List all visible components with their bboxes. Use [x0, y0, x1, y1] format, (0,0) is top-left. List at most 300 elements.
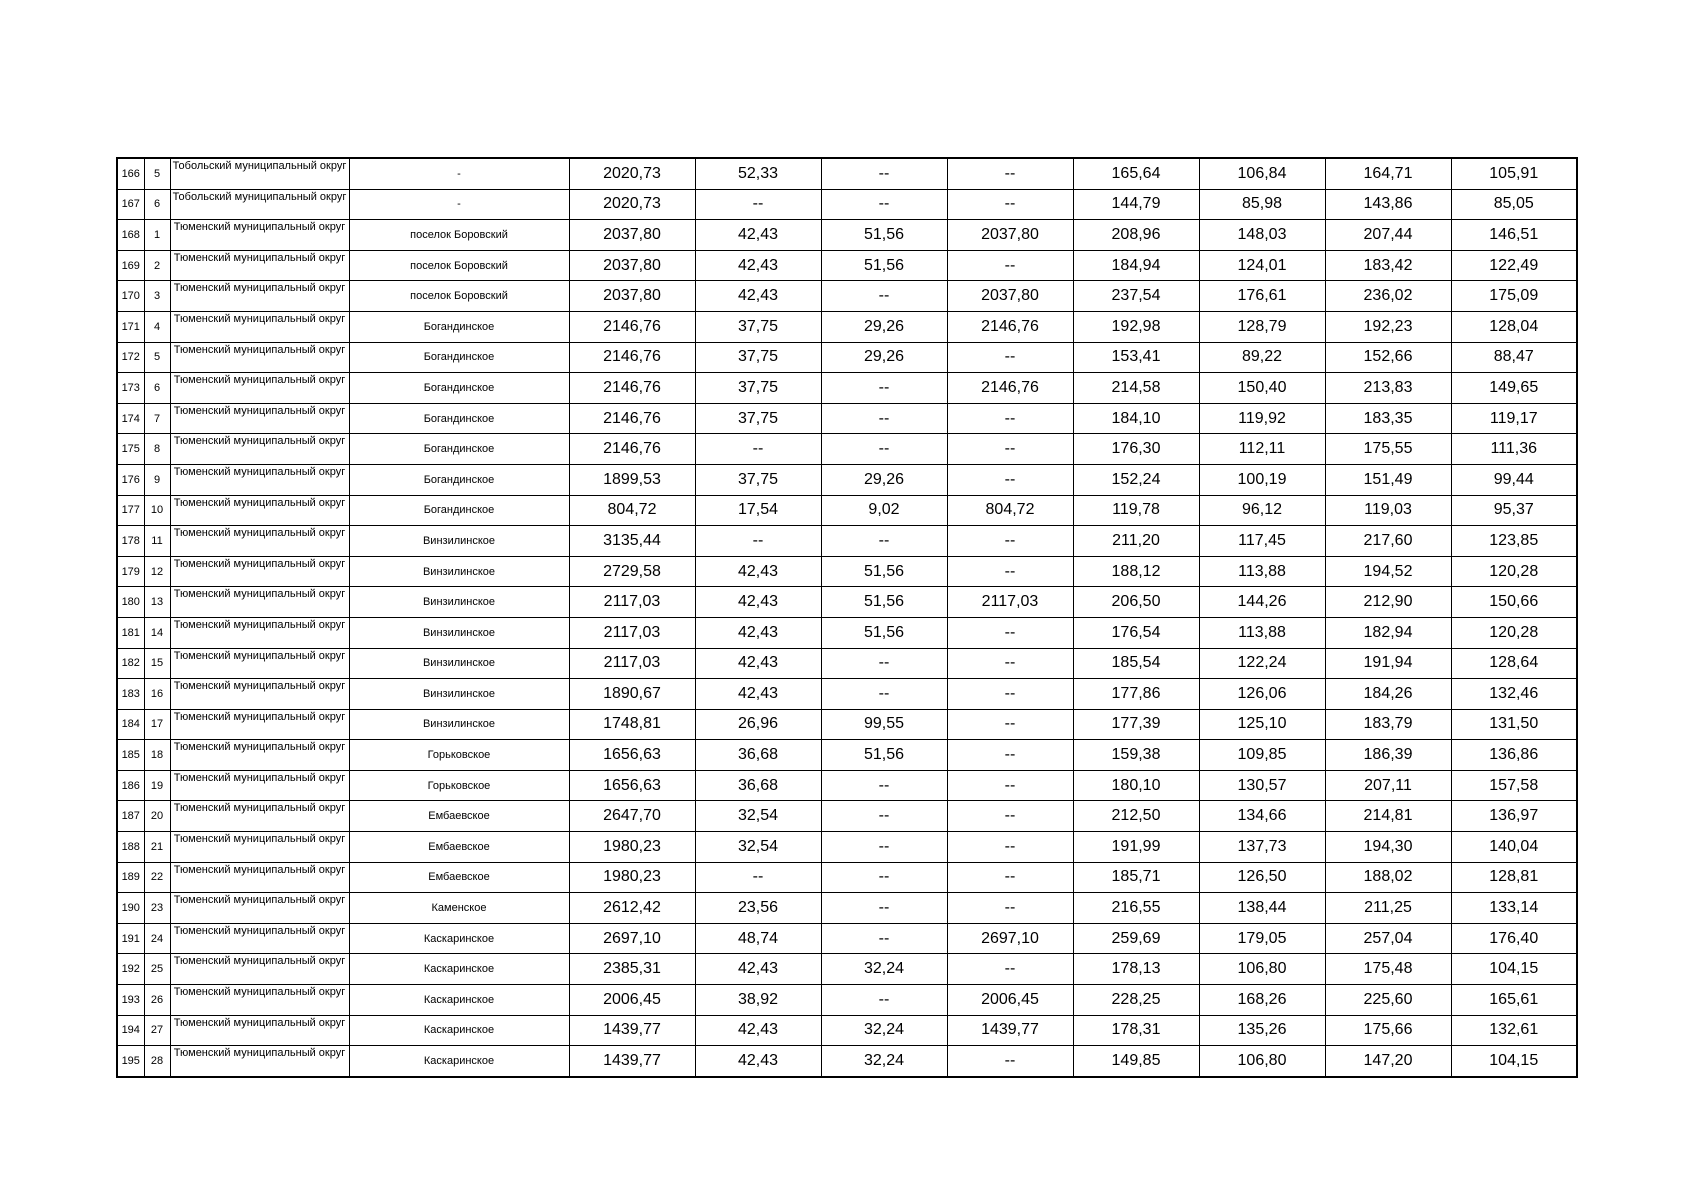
value-cell: 119,78: [1073, 495, 1199, 526]
value-cell: 180,10: [1073, 770, 1199, 801]
settlement-cell: Каменское: [349, 893, 569, 924]
settlement-cell: Каскаринское: [349, 954, 569, 985]
value-cell: 1439,77: [569, 1046, 695, 1077]
value-cell: --: [821, 648, 947, 679]
value-cell: 42,43: [695, 1046, 821, 1077]
table-row: [117, 1015, 1577, 1046]
value-cell: --: [947, 648, 1073, 679]
municipality-cell: Тюменский муниципальный округ: [170, 434, 349, 465]
settlement-cell: Богандинское: [349, 464, 569, 495]
sub-number: 9: [144, 464, 170, 495]
value-cell: 175,55: [1325, 434, 1451, 465]
value-cell: 135,26: [1199, 1015, 1325, 1046]
value-cell: 2006,45: [947, 985, 1073, 1016]
value-cell: 52,33: [695, 158, 821, 189]
value-cell: --: [947, 862, 1073, 893]
value-cell: 42,43: [695, 281, 821, 312]
value-cell: 192,98: [1073, 311, 1199, 342]
value-cell: 42,43: [695, 617, 821, 648]
table-body: [117, 158, 1577, 1077]
value-cell: 168,26: [1199, 985, 1325, 1016]
value-cell: 88,47: [1451, 342, 1577, 373]
table-row: [117, 954, 1577, 985]
value-cell: --: [821, 893, 947, 924]
row-number: 183: [117, 679, 144, 710]
value-cell: 128,81: [1451, 862, 1577, 893]
value-cell: 100,19: [1199, 464, 1325, 495]
value-cell: 186,39: [1325, 740, 1451, 771]
value-cell: 128,64: [1451, 648, 1577, 679]
value-cell: 150,40: [1199, 373, 1325, 404]
municipality-cell: Тюменский муниципальный округ: [170, 985, 349, 1016]
value-cell: 184,26: [1325, 679, 1451, 710]
value-cell: 192,23: [1325, 311, 1451, 342]
value-cell: --: [821, 158, 947, 189]
value-cell: 2697,10: [569, 923, 695, 954]
sub-number: 22: [144, 862, 170, 893]
value-cell: 1980,23: [569, 832, 695, 863]
row-number: 190: [117, 893, 144, 924]
value-cell: --: [947, 464, 1073, 495]
value-cell: 42,43: [695, 954, 821, 985]
value-cell: 1439,77: [947, 1015, 1073, 1046]
value-cell: 111,36: [1451, 434, 1577, 465]
settlement-cell: Винзилинское: [349, 587, 569, 618]
value-cell: 2146,76: [569, 311, 695, 342]
value-cell: 2697,10: [947, 923, 1073, 954]
value-cell: 29,26: [821, 464, 947, 495]
table-row: [117, 373, 1577, 404]
value-cell: 133,14: [1451, 893, 1577, 924]
municipality-cell: Тюменский муниципальный округ: [170, 679, 349, 710]
sub-number: 8: [144, 434, 170, 465]
settlement-cell: Винзилинское: [349, 526, 569, 557]
row-number: 170: [117, 281, 144, 312]
value-cell: 137,73: [1199, 832, 1325, 863]
value-cell: 184,10: [1073, 403, 1199, 434]
value-cell: --: [821, 373, 947, 404]
municipality-cell: Тюменский муниципальный округ: [170, 281, 349, 312]
value-cell: --: [821, 434, 947, 465]
value-cell: 143,86: [1325, 189, 1451, 220]
municipality-cell: Тюменский муниципальный округ: [170, 526, 349, 557]
value-cell: 165,64: [1073, 158, 1199, 189]
municipality-cell: Тюменский муниципальный округ: [170, 832, 349, 863]
value-cell: --: [947, 526, 1073, 557]
value-cell: 42,43: [695, 220, 821, 251]
value-cell: 105,91: [1451, 158, 1577, 189]
value-cell: --: [695, 434, 821, 465]
value-cell: 51,56: [821, 250, 947, 281]
municipality-cell: Тюменский муниципальный округ: [170, 342, 349, 373]
value-cell: --: [947, 1046, 1073, 1077]
value-cell: 257,04: [1325, 923, 1451, 954]
sub-number: 26: [144, 985, 170, 1016]
settlement-cell: Богандинское: [349, 311, 569, 342]
value-cell: 214,58: [1073, 373, 1199, 404]
value-cell: --: [947, 770, 1073, 801]
settlement-cell: Каскаринское: [349, 1046, 569, 1077]
value-cell: 32,24: [821, 954, 947, 985]
settlement-cell: -: [349, 189, 569, 220]
settlement-cell: Богандинское: [349, 373, 569, 404]
value-cell: 126,06: [1199, 679, 1325, 710]
value-cell: 191,99: [1073, 832, 1199, 863]
value-cell: --: [947, 679, 1073, 710]
value-cell: 176,54: [1073, 617, 1199, 648]
municipality-cell: Тюменский муниципальный округ: [170, 770, 349, 801]
value-cell: --: [695, 862, 821, 893]
value-cell: 2020,73: [569, 158, 695, 189]
value-cell: 177,39: [1073, 709, 1199, 740]
value-cell: --: [947, 434, 1073, 465]
value-cell: 109,85: [1199, 740, 1325, 771]
value-cell: 152,66: [1325, 342, 1451, 373]
municipality-cell: Тюменский муниципальный округ: [170, 648, 349, 679]
row-number: 189: [117, 862, 144, 893]
value-cell: 150,66: [1451, 587, 1577, 618]
value-cell: 2146,76: [569, 403, 695, 434]
table-row: [117, 250, 1577, 281]
value-cell: 106,80: [1199, 1046, 1325, 1077]
value-cell: 178,31: [1073, 1015, 1199, 1046]
value-cell: 144,26: [1199, 587, 1325, 618]
value-cell: 183,79: [1325, 709, 1451, 740]
value-cell: 152,24: [1073, 464, 1199, 495]
municipality-cell: Тюменский муниципальный округ: [170, 954, 349, 985]
value-cell: 120,28: [1451, 556, 1577, 587]
value-cell: 207,44: [1325, 220, 1451, 251]
value-cell: 211,20: [1073, 526, 1199, 557]
row-number: 176: [117, 464, 144, 495]
row-number: 173: [117, 373, 144, 404]
value-cell: 1748,81: [569, 709, 695, 740]
value-cell: 1980,23: [569, 862, 695, 893]
settlement-cell: Каскаринское: [349, 923, 569, 954]
row-number: 167: [117, 189, 144, 220]
value-cell: 144,79: [1073, 189, 1199, 220]
value-cell: 85,98: [1199, 189, 1325, 220]
value-cell: 188,02: [1325, 862, 1451, 893]
value-cell: 2146,76: [947, 311, 1073, 342]
row-number: 177: [117, 495, 144, 526]
row-number: 169: [117, 250, 144, 281]
sub-number: 27: [144, 1015, 170, 1046]
sub-number: 24: [144, 923, 170, 954]
sub-number: 1: [144, 220, 170, 251]
value-cell: 2729,58: [569, 556, 695, 587]
sub-number: 2: [144, 250, 170, 281]
value-cell: 185,54: [1073, 648, 1199, 679]
row-number: 168: [117, 220, 144, 251]
table-row: [117, 862, 1577, 893]
value-cell: 206,50: [1073, 587, 1199, 618]
settlement-cell: Горьковское: [349, 740, 569, 771]
value-cell: 237,54: [1073, 281, 1199, 312]
sub-number: 16: [144, 679, 170, 710]
municipality-cell: Тюменский муниципальный округ: [170, 403, 349, 434]
value-cell: 2020,73: [569, 189, 695, 220]
municipality-cell: Тобольский муниципальный округ: [170, 158, 349, 189]
table-row: [117, 648, 1577, 679]
value-cell: 185,71: [1073, 862, 1199, 893]
value-cell: 123,85: [1451, 526, 1577, 557]
value-cell: 183,35: [1325, 403, 1451, 434]
row-number: 185: [117, 740, 144, 771]
row-number: 187: [117, 801, 144, 832]
value-cell: 120,28: [1451, 617, 1577, 648]
value-cell: 2117,03: [569, 587, 695, 618]
value-cell: 32,24: [821, 1015, 947, 1046]
settlement-cell: Богандинское: [349, 342, 569, 373]
value-cell: 176,30: [1073, 434, 1199, 465]
value-cell: 236,02: [1325, 281, 1451, 312]
value-cell: 106,80: [1199, 954, 1325, 985]
settlement-cell: Винзилинское: [349, 648, 569, 679]
value-cell: --: [821, 189, 947, 220]
row-number: 172: [117, 342, 144, 373]
table-row: [117, 587, 1577, 618]
settlement-cell: Горьковское: [349, 770, 569, 801]
value-cell: --: [947, 801, 1073, 832]
value-cell: 153,41: [1073, 342, 1199, 373]
municipality-cell: Тюменский муниципальный округ: [170, 556, 349, 587]
value-cell: 119,92: [1199, 403, 1325, 434]
municipality-cell: Тобольский муниципальный округ: [170, 189, 349, 220]
value-cell: --: [947, 403, 1073, 434]
sub-number: 5: [144, 342, 170, 373]
settlement-cell: поселок Боровский: [349, 250, 569, 281]
value-cell: --: [695, 526, 821, 557]
value-cell: --: [947, 617, 1073, 648]
value-cell: 804,72: [947, 495, 1073, 526]
value-cell: 208,96: [1073, 220, 1199, 251]
row-number: 195: [117, 1046, 144, 1077]
value-cell: 149,65: [1451, 373, 1577, 404]
value-cell: 2037,80: [569, 220, 695, 251]
settlement-cell: Богандинское: [349, 403, 569, 434]
municipality-cell: Тюменский муниципальный округ: [170, 1046, 349, 1077]
value-cell: 148,03: [1199, 220, 1325, 251]
value-cell: 179,05: [1199, 923, 1325, 954]
value-cell: 136,97: [1451, 801, 1577, 832]
value-cell: 38,92: [695, 985, 821, 1016]
value-cell: 804,72: [569, 495, 695, 526]
table-row: [117, 526, 1577, 557]
row-number: 194: [117, 1015, 144, 1046]
sub-number: 6: [144, 373, 170, 404]
table-row: [117, 311, 1577, 342]
sub-number: 3: [144, 281, 170, 312]
value-cell: 159,38: [1073, 740, 1199, 771]
value-cell: --: [947, 832, 1073, 863]
value-cell: 176,61: [1199, 281, 1325, 312]
municipality-cell: Тюменский муниципальный округ: [170, 373, 349, 404]
settlement-cell: -: [349, 158, 569, 189]
value-cell: 23,56: [695, 893, 821, 924]
value-cell: 2117,03: [569, 648, 695, 679]
row-number: 186: [117, 770, 144, 801]
value-cell: 259,69: [1073, 923, 1199, 954]
table-row: [117, 220, 1577, 251]
value-cell: 175,48: [1325, 954, 1451, 985]
table-row: [117, 281, 1577, 312]
value-cell: 140,04: [1451, 832, 1577, 863]
value-cell: 175,66: [1325, 1015, 1451, 1046]
value-cell: 2647,70: [569, 801, 695, 832]
value-cell: 2037,80: [569, 281, 695, 312]
value-cell: 99,55: [821, 709, 947, 740]
tariff-table: [116, 157, 1578, 1078]
value-cell: 85,05: [1451, 189, 1577, 220]
sub-number: 14: [144, 617, 170, 648]
value-cell: 2037,80: [947, 220, 1073, 251]
value-cell: 51,56: [821, 556, 947, 587]
value-cell: 42,43: [695, 587, 821, 618]
value-cell: 48,74: [695, 923, 821, 954]
municipality-cell: Тюменский муниципальный округ: [170, 617, 349, 648]
value-cell: 132,61: [1451, 1015, 1577, 1046]
value-cell: 2006,45: [569, 985, 695, 1016]
settlement-cell: Богандинское: [349, 434, 569, 465]
value-cell: 1899,53: [569, 464, 695, 495]
value-cell: 37,75: [695, 311, 821, 342]
value-cell: --: [695, 189, 821, 220]
table-row: [117, 740, 1577, 771]
municipality-cell: Тюменский муниципальный округ: [170, 862, 349, 893]
value-cell: 138,44: [1199, 893, 1325, 924]
row-number: 192: [117, 954, 144, 985]
row-number: 178: [117, 526, 144, 557]
sub-number: 23: [144, 893, 170, 924]
value-cell: 2146,76: [569, 342, 695, 373]
value-cell: 1439,77: [569, 1015, 695, 1046]
value-cell: 42,43: [695, 679, 821, 710]
value-cell: 188,12: [1073, 556, 1199, 587]
value-cell: 119,17: [1451, 403, 1577, 434]
value-cell: 134,66: [1199, 801, 1325, 832]
value-cell: 216,55: [1073, 893, 1199, 924]
value-cell: 175,09: [1451, 281, 1577, 312]
table-row: [117, 985, 1577, 1016]
value-cell: --: [947, 189, 1073, 220]
value-cell: 2385,31: [569, 954, 695, 985]
value-cell: 37,75: [695, 342, 821, 373]
value-cell: 128,04: [1451, 311, 1577, 342]
value-cell: --: [821, 801, 947, 832]
value-cell: 36,68: [695, 740, 821, 771]
row-number: 175: [117, 434, 144, 465]
value-cell: 36,68: [695, 770, 821, 801]
value-cell: --: [947, 954, 1073, 985]
row-number: 171: [117, 311, 144, 342]
table-row: [117, 556, 1577, 587]
settlement-cell: Каскаринское: [349, 1015, 569, 1046]
table-row: [117, 832, 1577, 863]
settlement-cell: поселок Боровский: [349, 281, 569, 312]
value-cell: 157,58: [1451, 770, 1577, 801]
sub-number: 6: [144, 189, 170, 220]
value-cell: --: [947, 250, 1073, 281]
value-cell: 132,46: [1451, 679, 1577, 710]
row-number: 174: [117, 403, 144, 434]
table-row: [117, 342, 1577, 373]
table-row: [117, 434, 1577, 465]
table-row: [117, 158, 1577, 189]
value-cell: 1890,67: [569, 679, 695, 710]
settlement-cell: Каскаринское: [349, 985, 569, 1016]
value-cell: 191,94: [1325, 648, 1451, 679]
value-cell: 126,50: [1199, 862, 1325, 893]
value-cell: --: [947, 709, 1073, 740]
value-cell: 183,42: [1325, 250, 1451, 281]
settlement-cell: Винзилинское: [349, 556, 569, 587]
value-cell: 211,25: [1325, 893, 1451, 924]
value-cell: --: [821, 770, 947, 801]
value-cell: 51,56: [821, 220, 947, 251]
row-number: 188: [117, 832, 144, 863]
value-cell: 165,61: [1451, 985, 1577, 1016]
value-cell: --: [821, 862, 947, 893]
value-cell: 128,79: [1199, 311, 1325, 342]
value-cell: 122,49: [1451, 250, 1577, 281]
sub-number: 5: [144, 158, 170, 189]
table-row: [117, 1046, 1577, 1077]
value-cell: 164,71: [1325, 158, 1451, 189]
value-cell: 32,24: [821, 1046, 947, 1077]
value-cell: 136,86: [1451, 740, 1577, 771]
municipality-cell: Тюменский муниципальный округ: [170, 587, 349, 618]
value-cell: 149,85: [1073, 1046, 1199, 1077]
value-cell: 2612,42: [569, 893, 695, 924]
value-cell: 17,54: [695, 495, 821, 526]
municipality-cell: Тюменский муниципальный округ: [170, 923, 349, 954]
value-cell: 2037,80: [947, 281, 1073, 312]
sub-number: 20: [144, 801, 170, 832]
value-cell: 176,40: [1451, 923, 1577, 954]
sub-number: 19: [144, 770, 170, 801]
value-cell: 26,96: [695, 709, 821, 740]
settlement-cell: поселок Боровский: [349, 220, 569, 251]
value-cell: 2146,76: [947, 373, 1073, 404]
value-cell: 32,54: [695, 832, 821, 863]
sub-number: 4: [144, 311, 170, 342]
value-cell: 95,37: [1451, 495, 1577, 526]
value-cell: 225,60: [1325, 985, 1451, 1016]
row-number: 182: [117, 648, 144, 679]
settlement-cell: Винзилинское: [349, 709, 569, 740]
municipality-cell: Тюменский муниципальный округ: [170, 495, 349, 526]
value-cell: 51,56: [821, 617, 947, 648]
value-cell: 217,60: [1325, 526, 1451, 557]
sub-number: 15: [144, 648, 170, 679]
value-cell: 51,56: [821, 740, 947, 771]
row-number: 166: [117, 158, 144, 189]
value-cell: 42,43: [695, 250, 821, 281]
row-number: 179: [117, 556, 144, 587]
value-cell: 3135,44: [569, 526, 695, 557]
table-row: [117, 464, 1577, 495]
value-cell: 99,44: [1451, 464, 1577, 495]
value-cell: 9,02: [821, 495, 947, 526]
value-cell: 32,54: [695, 801, 821, 832]
value-cell: 2117,03: [947, 587, 1073, 618]
municipality-cell: Тюменский муниципальный округ: [170, 1015, 349, 1046]
value-cell: 37,75: [695, 373, 821, 404]
value-cell: 37,75: [695, 464, 821, 495]
value-cell: 184,94: [1073, 250, 1199, 281]
value-cell: 29,26: [821, 342, 947, 373]
